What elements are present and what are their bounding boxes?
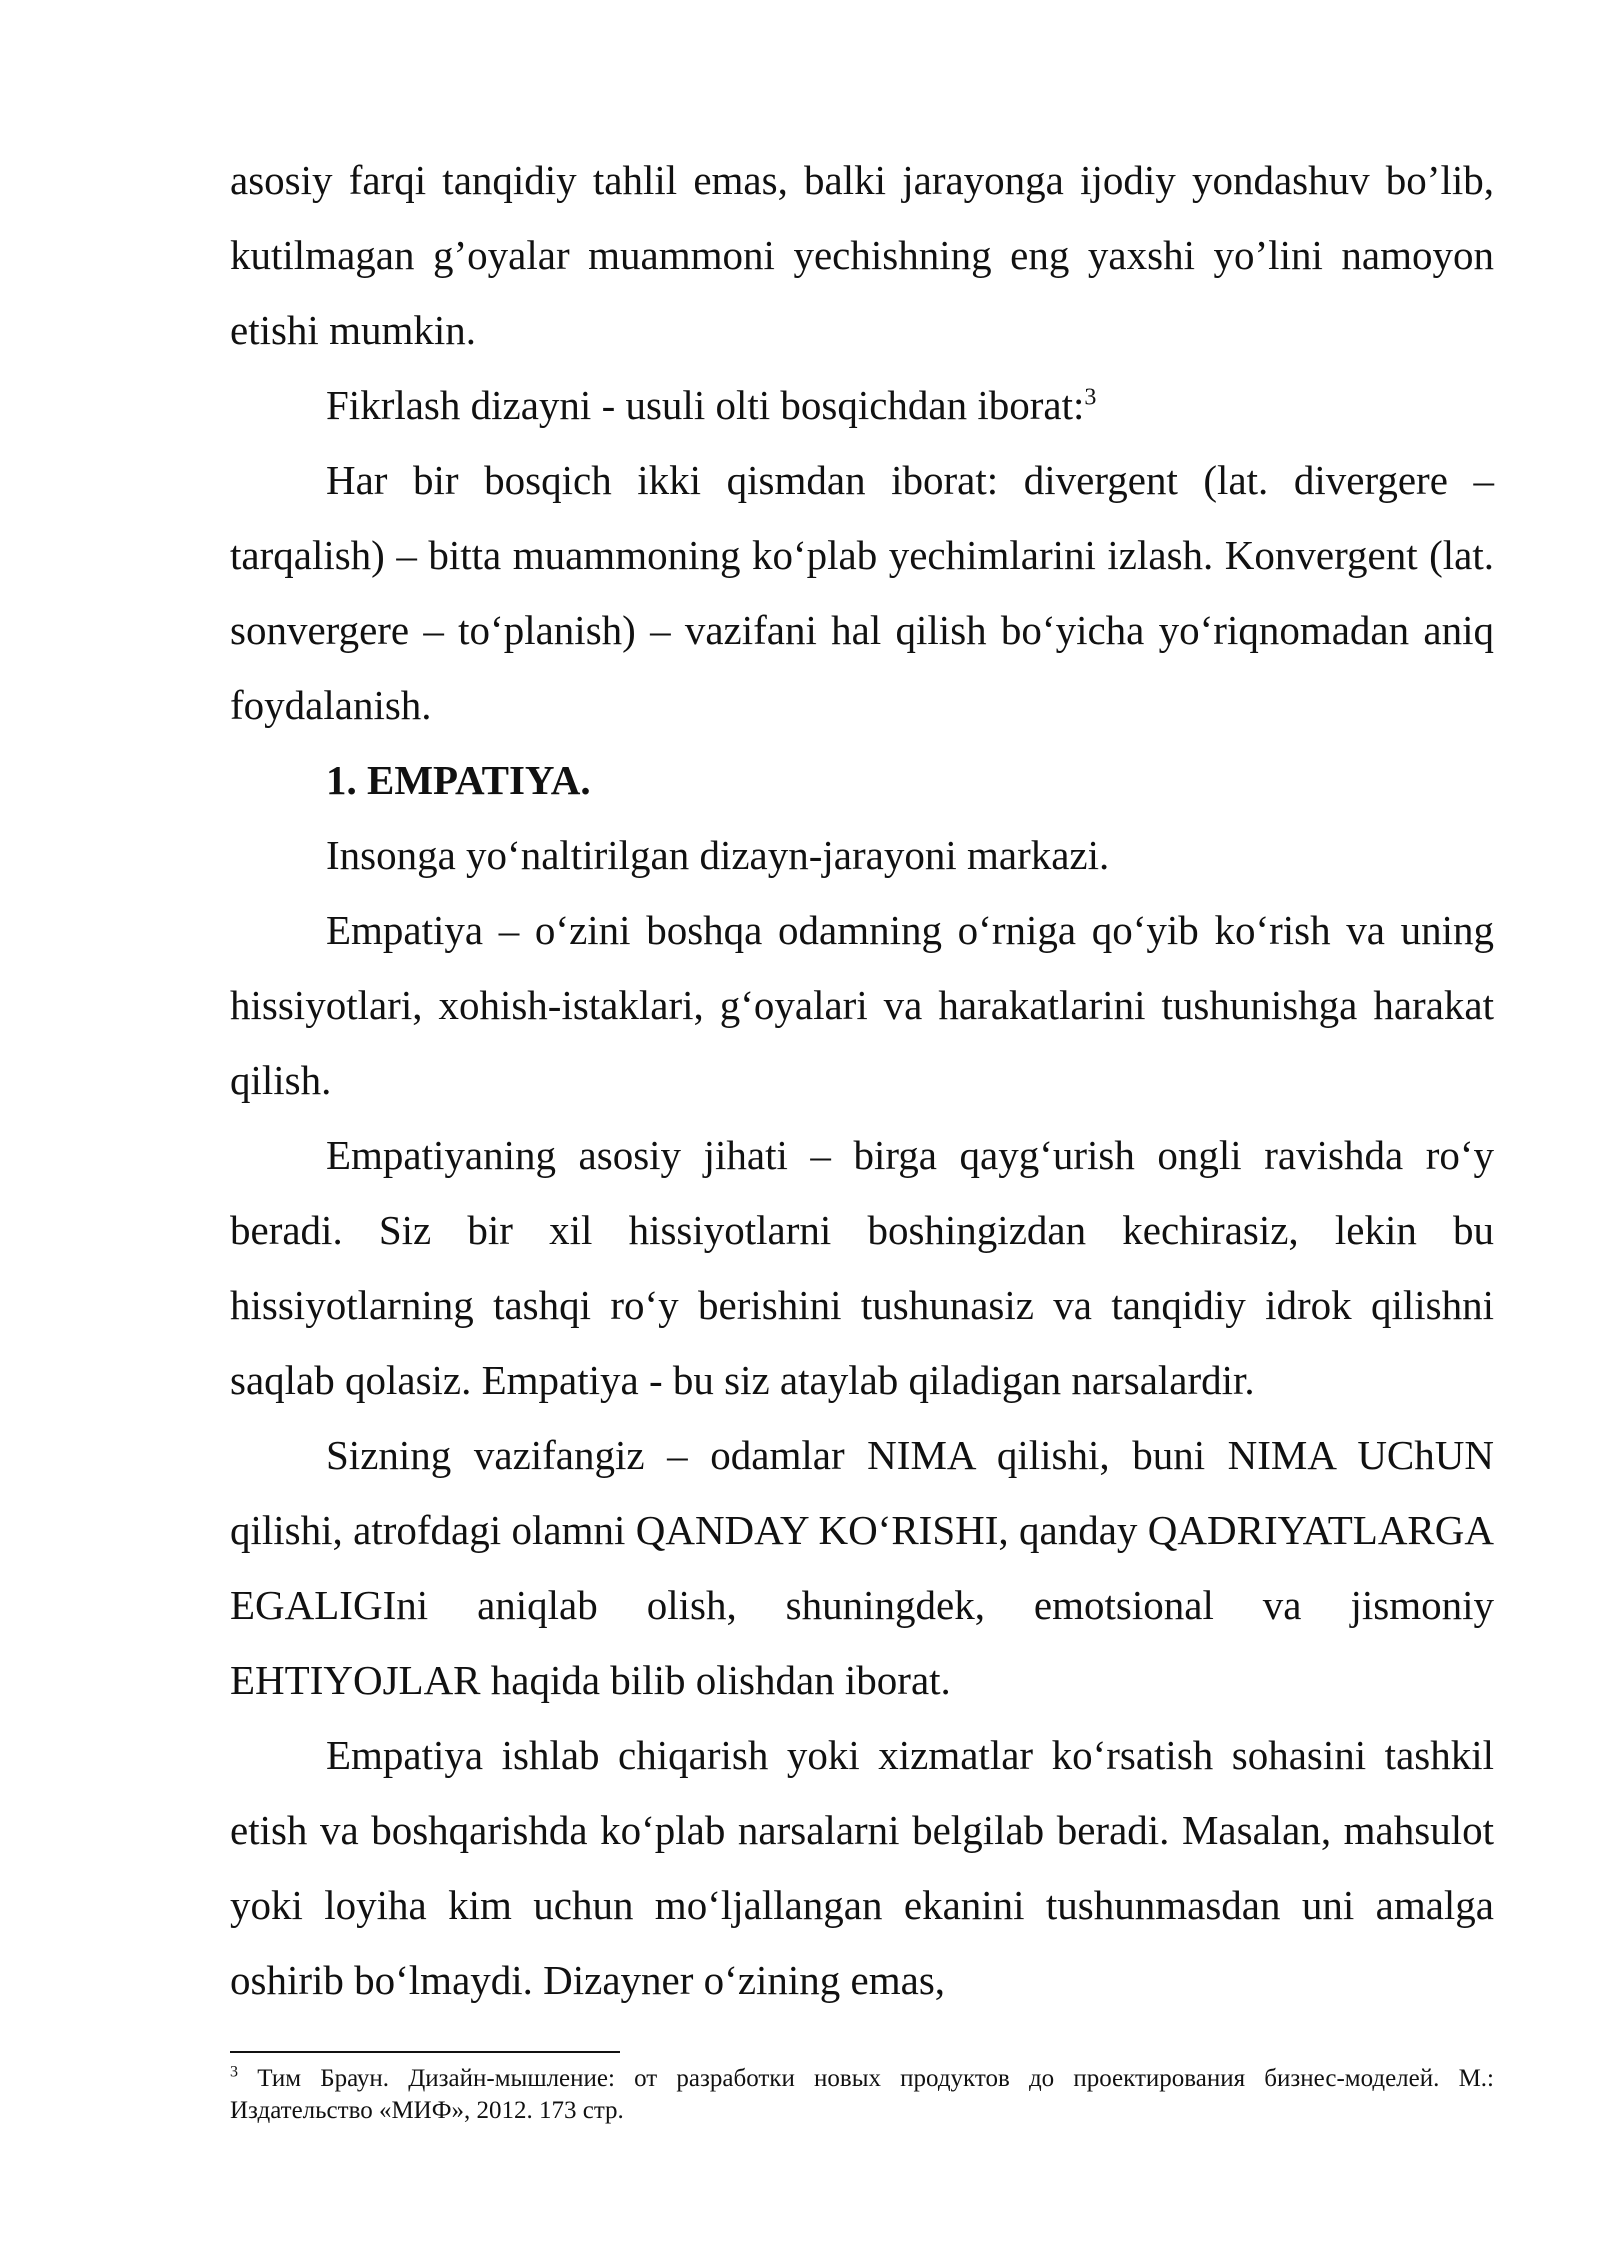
footnote-text: Тим Браун. Дизайн-мышление: от разработки новых продуктов до проектирования бизнес-моделей. М.: Издательство «МИФ», 2012. 173 стр. [230,2065,1494,2124]
paragraph-divergent-convergent: Har bir bosqich ikki qismdan iborat: divergent (lat. divergere – tarqalish) – bitta muammoning ko‘plab yechimlarini izlash. Konvergent (lat. sonvergere – to‘planish) – vazifani hal qilish bo‘yicha yo‘riqnomadan aniq foydalanish. [230,457,1494,728]
paragraph-method-stages [230,368,1494,443]
page-body [230,143,1494,2018]
footnote-separator [230,2051,620,2053]
footnote [230,2063,1494,2127]
footnote-reference[interactable]: 3 [1084,384,1097,411]
footnote-number: 3 [230,2063,238,2081]
paragraph-continuation: asosiy farqi tanqidiy tahlil emas, balki jarayonga ijodiy yondashuv bo’lib, kutilmagan g’oyalar muammoni yechishning eng yaxshi yo’lini namoyon etishi mumkin. [230,157,1494,353]
paragraph-empathy-aspect: Empatiyaning asosiy jihati – birga qayg‘urish ongli ravishda ro‘y beradi. Siz bir xil hissiyotlarni boshingizdan kechirasiz, lekin bu hissiyotlarning tashqi ro‘y berishini tushunasiz va tanqidiy idrok qilishni saqlab qolasiz. Empatiya - bu siz ataylab qiladigan narsalardir. [230,1132,1494,1403]
paragraph-empathy-center: Insonga yo‘naltirilgan dizayn-jarayoni markazi. [326,832,1110,878]
paragraph-your-task: Sizning vazifangiz – odamlar NIMA qilishi, buni NIMA UChUN qilishi, atrofdagi olamni QANDAY KO‘RISHI, qanday QADRIYATLARGA EGALIGIni aniqlab olish, shuningdek, emotsional va jismoniy EHTIYOJLAR haqida bilib olishdan iborat. [230,1432,1494,1703]
paragraph-method-stages-text: Fikrlash dizayni - usuli olti bosqichdan iborat: [326,382,1085,428]
paragraph-empathy-production: Empatiya ishlab chiqarish yoki xizmatlar ko‘rsatish sohasini tashkil etish va boshqarishda ko‘plab narsalarni belgilab beradi. Masalan, mahsulot yoki loyiha kim uchun mo‘ljallangan ekanini tushunmasdan uni amalga oshirib bo‘lmaydi. Dizayner o‘zining emas, [230,1732,1494,2003]
paragraph-empathy-definition: Empatiya – o‘zini boshqa odamning o‘rniga qo‘yib ko‘rish va uning hissiyotlari, xohish-istaklari, g‘oyalari va harakatlarini tushunishga harakat qilish. [230,907,1494,1103]
section-heading-empathy: 1. EMPATIYA. [326,757,591,803]
